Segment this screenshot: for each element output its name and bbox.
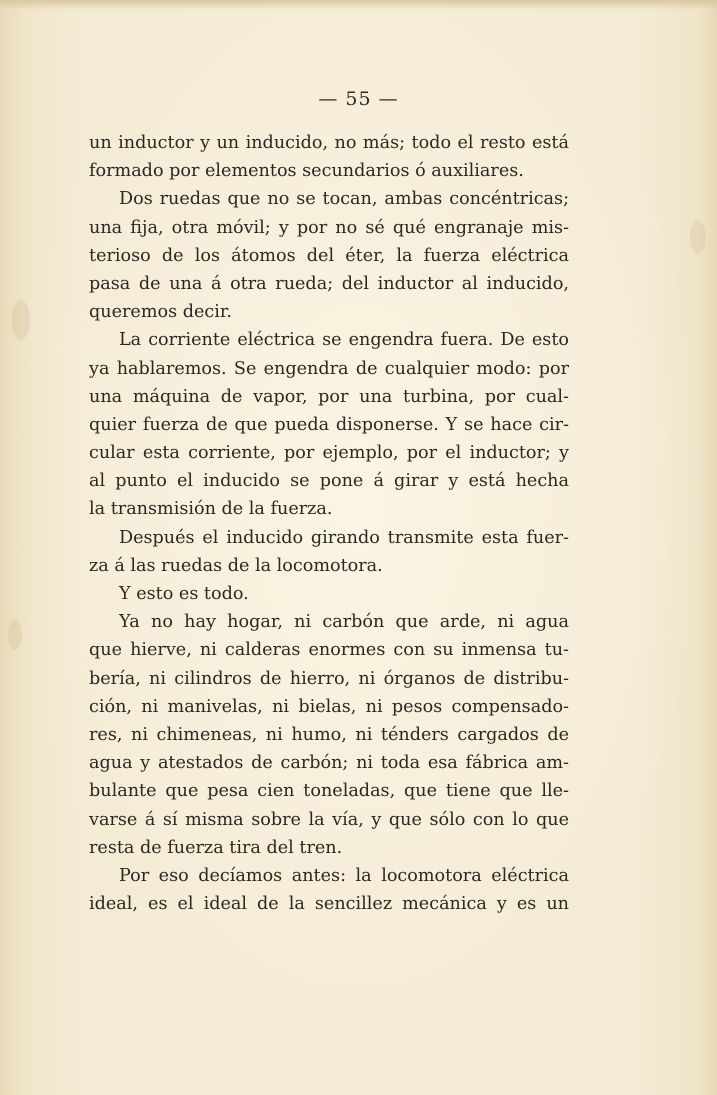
paragraph (89, 129, 569, 185)
paper-stain (12, 300, 30, 340)
text-line: queremos decir. (89, 302, 232, 323)
text-line: que hierve, ni calderas enormes con su inmensa tu- (89, 640, 569, 661)
text-line: terioso de los átomos del éter, la fuerza eléctrica (89, 245, 569, 266)
paragraph (89, 185, 569, 326)
text-line: Ya no hay hogar, ni carbón que arde, ni agua (119, 612, 569, 633)
text-line: Por eso decíamos antes: la locomotora eléctrica (119, 865, 569, 886)
text-line: ción, ni manivelas, ni bielas, ni pesos compensado- (89, 696, 569, 717)
text-line: cular esta corriente, por ejemplo, por el inductor; y (89, 443, 569, 464)
text-line: agua y atestados de carbón; ni toda esa fábrica am- (89, 753, 569, 774)
text-line: un inductor y un inducido, no más; todo el resto está (89, 133, 569, 153)
paragraph (89, 608, 569, 862)
text-line: za á las ruedas de la locomotora. (89, 555, 383, 576)
text-line: al punto el inducido se pone á girar y está hecha (89, 471, 569, 492)
text-line: pasa de una á otra rueda; del inductor al inducido, (89, 273, 569, 294)
text-line: ideal, es el ideal de la sencillez mecánica y es un (89, 894, 569, 915)
text-line: bulante que pesa cien toneladas, que tiene que lle- (89, 781, 569, 802)
text-line: formado por elementos secundarios ó auxiliares. (89, 161, 524, 182)
text-line: Dos ruedas que no se tocan, ambas concéntricas; (119, 189, 569, 210)
page-top-edge (0, 0, 717, 10)
paper-stain (690, 220, 706, 254)
paragraph (89, 580, 569, 608)
text-line: una máquina de vapor, por una turbina, por cual- (89, 386, 569, 407)
text-line: Y esto es todo. (119, 584, 249, 604)
text-line: bería, ni cilindros de hierro, ni órganos de distribu- (89, 668, 569, 689)
text-line: resta de fuerza tira del tren. (89, 837, 343, 858)
page-number: — 55 — (318, 88, 399, 110)
text-line: Después el inducido girando transmite esta fuer- (119, 527, 569, 548)
paragraph (89, 326, 569, 523)
paragraph (89, 862, 569, 918)
text-line: varse á sí misma sobre la vía, y que sólo con lo que (89, 809, 569, 830)
text-line: res, ni chimeneas, ni humo, ni ténders cargados de (89, 724, 569, 745)
text-line: una fija, otra móvil; y por no sé qué engranaje mis- (89, 217, 569, 238)
text-line: ya hablaremos. Se engendra de cualquier modo: por (89, 358, 569, 379)
text-line: quier fuerza de que pueda disponerse. Y se hace cir- (89, 414, 569, 435)
body-text (89, 129, 569, 918)
paragraph (89, 524, 569, 580)
text-line: la transmisión de la fuerza. (89, 499, 333, 520)
text-line: La corriente eléctrica se engendra fuera. De esto (119, 330, 569, 351)
paper-stain (8, 620, 22, 650)
